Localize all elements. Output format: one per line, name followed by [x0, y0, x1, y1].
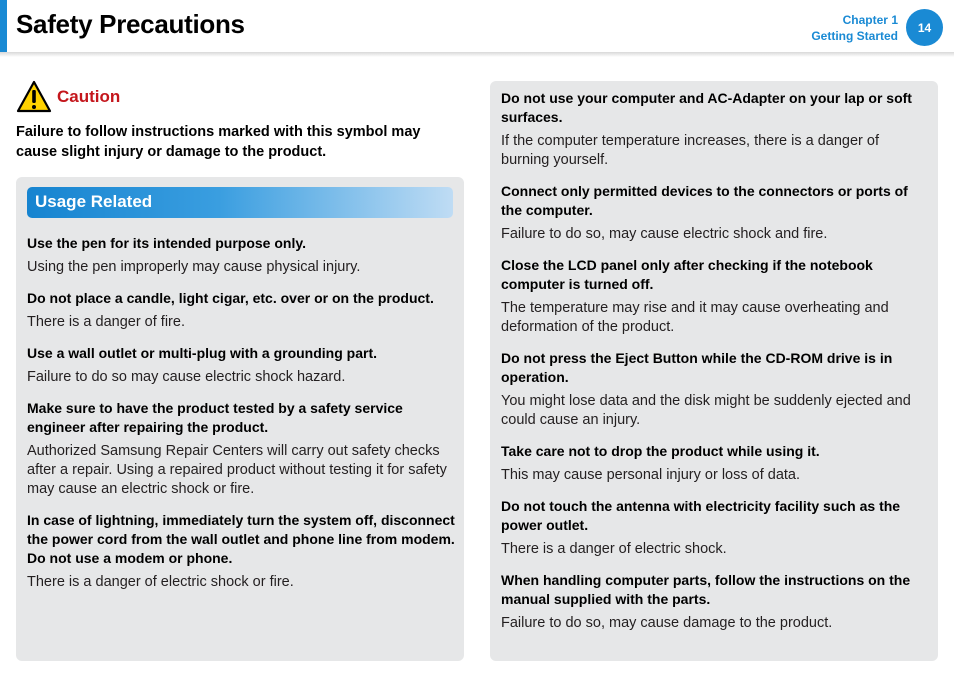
list-item: [501, 571, 931, 633]
page-number-badge: 14: [906, 9, 943, 46]
list-item: [27, 511, 457, 592]
header-divider: [0, 52, 954, 57]
caution-description: Failure to follow instructions marked with this symbol may cause slight injury or damage to the product.: [16, 124, 421, 160]
item-title: Take care not to drop the product while using it.: [501, 443, 820, 459]
usage-panel-right: [490, 81, 938, 661]
item-body: There is a danger of fire.: [27, 314, 185, 330]
item-body: You might lose data and the disk might be suddenly ejected and could cause an injury.: [501, 393, 911, 428]
item-title: In case of lightning, immediately turn the system off, disconnect the power cord from the wall outlet and phone line from modem. Do not use a modem or phone.: [27, 512, 455, 566]
header-accent-bar: [0, 0, 7, 52]
item-title: Do not use your computer and AC-Adapter on your lap or soft surfaces.: [501, 90, 912, 125]
item-body: If the computer temperature increases, there is a danger of burning yourself.: [501, 133, 880, 168]
item-body: The temperature may rise and it may cause overheating and deformation of the product.: [501, 300, 889, 335]
item-body: There is a danger of electric shock or fire.: [27, 574, 294, 590]
item-title: Connect only permitted devices to the connectors or ports of the computer.: [501, 183, 908, 218]
item-title: Do not press the Eject Button while the CD-ROM drive is in operation.: [501, 350, 893, 385]
page-title: Safety Precautions: [16, 9, 245, 39]
chapter-number: Chapter 1: [842, 13, 898, 27]
list-item: [27, 234, 457, 277]
item-body: There is a danger of electric shock.: [501, 541, 727, 557]
list-item: [501, 349, 931, 430]
list-item: [501, 182, 931, 244]
item-title: Make sure to have the product tested by a safety service engineer after repairing the product.: [27, 400, 403, 435]
warning-triangle-icon: [16, 80, 52, 113]
list-item: [501, 442, 931, 485]
item-title: When handling computer parts, follow the instructions on the manual supplied with the parts.: [501, 572, 911, 607]
caution-label: Caution: [57, 87, 121, 106]
item-body: Using the pen improperly may cause physical injury.: [27, 259, 361, 275]
list-item: [501, 256, 931, 337]
right-item-list: [501, 89, 931, 645]
item-title: Do not place a candle, light cigar, etc. over or on the product.: [27, 290, 434, 306]
usage-panel-left: [16, 177, 464, 661]
list-item: [501, 497, 931, 559]
item-title: Use the pen for its intended purpose only.: [27, 235, 306, 251]
item-body: Failure to do so, may cause damage to the product.: [501, 615, 833, 631]
list-item: [27, 399, 457, 499]
item-title: Close the LCD panel only after checking if the notebook computer is turned off.: [501, 257, 873, 292]
item-title: Use a wall outlet or multi-plug with a grounding part.: [27, 345, 377, 361]
list-item: [27, 289, 457, 332]
list-item: [501, 89, 931, 170]
item-body: Failure to do so, may cause electric shock and fire.: [501, 226, 828, 242]
item-body: Failure to do so may cause electric shock hazard.: [27, 369, 346, 385]
list-item: [27, 344, 457, 387]
chapter-label: [811, 12, 898, 44]
section-title: Usage Related: [35, 192, 153, 211]
chapter-name: Getting Started: [811, 29, 898, 43]
left-item-list: [27, 234, 457, 604]
item-title: Do not touch the antenna with electricity facility such as the power outlet.: [501, 498, 901, 533]
item-body: Authorized Samsung Repair Centers will carry out safety checks after a repair. Using a repaired product without testing it for safety may cause an electric shock or fire.: [27, 443, 447, 497]
section-header: [27, 187, 453, 218]
item-body: This may cause personal injury or loss of data.: [501, 467, 800, 483]
